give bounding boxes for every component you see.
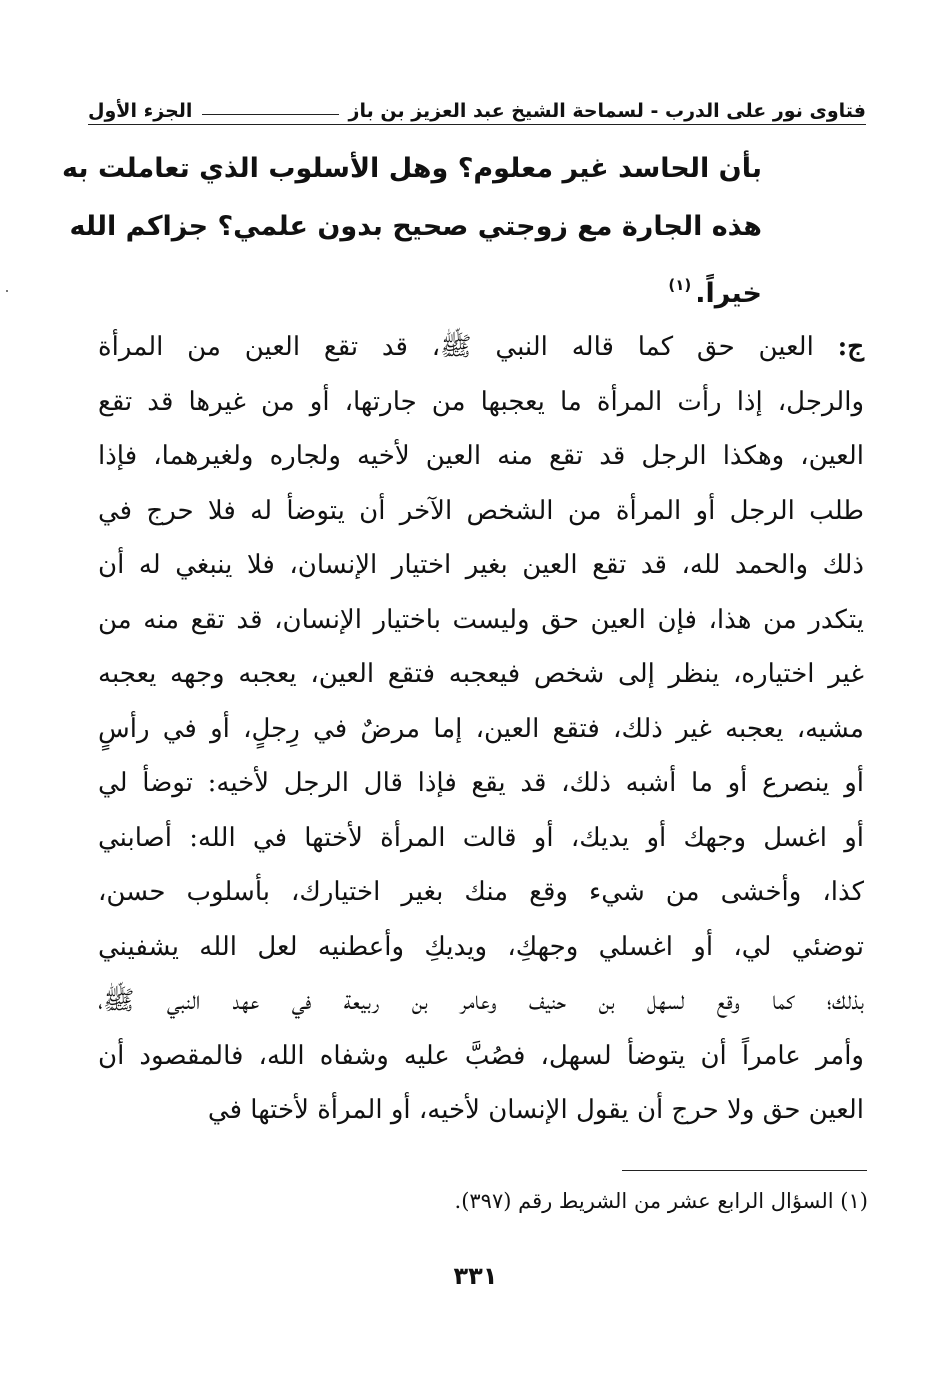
answer-line: وأمر عامراً أن يتوضأ لسهل، فصُبَّ عليه وشفاه الله، فالمقصود أن [98,1040,864,1071]
footnote-rule [622,1170,867,1171]
question-line: هذه الجارة مع زوجتي صحيح بدون علمي؟ جزاكم الله [69,211,762,242]
scan-speck [6,290,8,292]
answer-line: يتكدر من هذا، فإن العين حق وليست باختيار الإنسان، قد تقع منه من [98,604,864,635]
question-line-last [150,256,762,323]
answer-line: العين، وهكذا الرجل قد تقع منه العين لأخيه ولجاره ولغيرهما، فإذا [98,441,864,471]
answer-line: مشيه، يعجبه غير ذلك، فتقع العين، إما مرضٌ في رِجلٍ، أو في رأسٍ [98,713,864,744]
answer-line: طلب الرجل أو المرأة من الشخص الآخر أن يتوضأ له فلا حرج في [98,495,864,526]
footnote: (١) السؤال الرابع عشر من الشريط رقم (٣٩٧). [454,1189,868,1213]
running-header [88,82,866,122]
answer-line: أو ينصرع أو ما أشبه ذلك، قد يقع فإذا قال الرجل لأخيه: توضأ لي [98,768,864,798]
header-title: فتاوى نور على الدرب - لسماحة الشيخ عبد العزيز بن باز [348,100,866,122]
answer-line-text: العين حق كما قاله النبي ﷺ، قد تقع العين من المرأة [98,332,814,362]
header-dash-line [202,114,338,115]
answer-line-first [98,320,864,375]
question-line-text: خيراً. [695,278,762,309]
footnote-reference: (١) [668,276,692,294]
answer-block [98,320,864,1138]
answer-line: والرجل، إذا رأت المرأة ما يعجبها من جارتها، أو من غيرها قد تقع [98,386,864,417]
answer-line: أو اغسل وجهك أو يديك، أو قالت المرأة لأختها في الله: أصابني [98,822,864,853]
page-number: ٣٣١ [453,1262,498,1290]
answer-line: كذا، وأخشى من شيء وقع منك بغير اختيارك، بأسلوب حسن، [98,877,864,907]
header-part: الجزء الأول [88,100,193,122]
answer-line: العين حق ولا حرج أن يقول الإنسان لأخيه، أو المرأة لأختها في [207,1095,864,1125]
question-line: بأن الحاسد غير معلوم؟ وهل الأسلوب الذي تعاملت به [62,153,762,184]
question-block [62,140,762,323]
header-rule [88,124,866,125]
answer-line: ذلك والحمد لله، قد تقع العين بغير اختيار الإنسان، فلا ينبغي له أن [98,550,864,580]
answer-line: بذلك؛ كما وقع لسهل بن حنيف وعامر بن ربيعة في عهد النبي ﷺ، [98,986,864,1016]
answer-line: توضئي لي، أو اغسلي وجهكِ، ويديكِ وأعطنيه لعل الله يشفيني [98,931,864,962]
answer-line: غير اختياره، ينظر إلى شخص فيعجبه فتقع العين، يعجبه وجهه يعجبه [98,659,864,689]
answer-label: ج: [837,332,865,362]
